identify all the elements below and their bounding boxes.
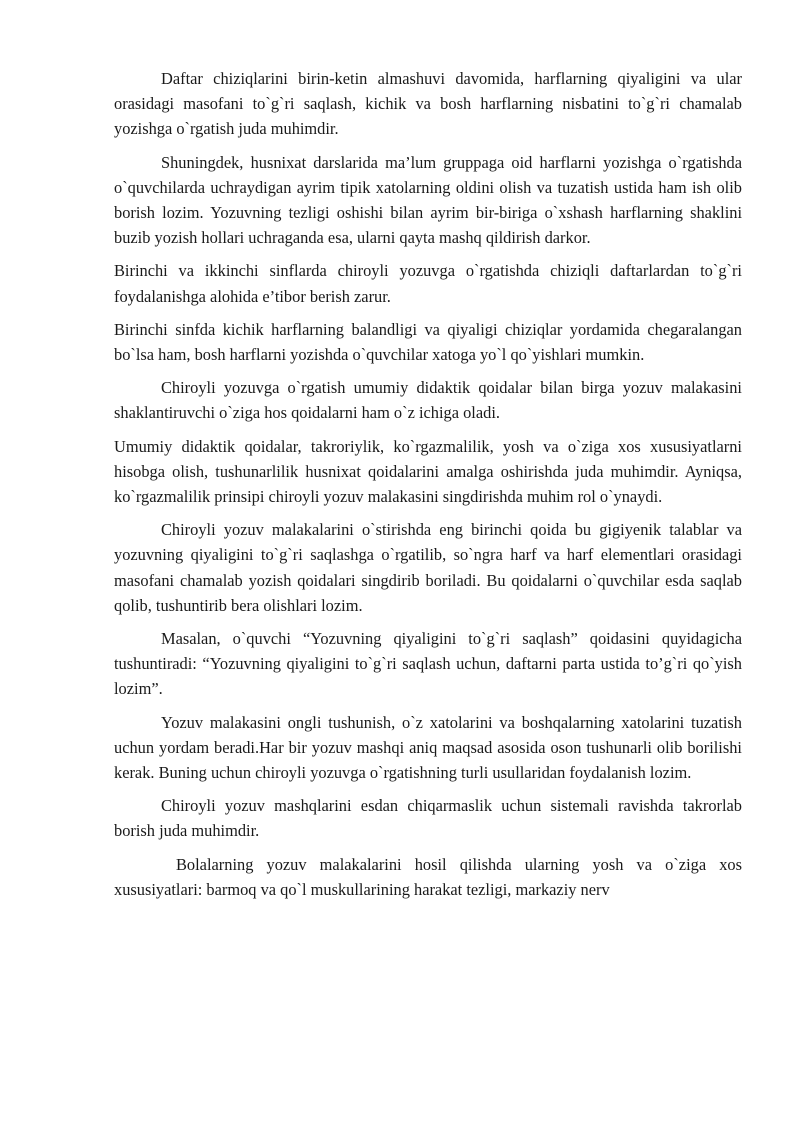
paragraph-3: Birinchi va ikkinchi sinflarda chiroyli yozuvga o`rgatishda chiziqli daftarlardan to`g`ri foydalanishga alohida e’tibor berish zarur. — [114, 261, 742, 306]
paragraph-8: Masalan, o`quvchi “Yozuvning qiyaligini to`g`ri saqlash” qoidasini quyidagicha tushuntiradi: “Yozuvning qiyaligini to`g`ri saqlash uchun, daftarni parta ustida to’g`ri qo`yish lozim”. — [114, 629, 742, 699]
document-page — [114, 66, 742, 910]
paragraph-11: Bolalarning yozuv malakalarini hosil qilishda ularning yosh va o`ziga xos xususiyatlari: barmoq va qo`l muskullarining harakat tezligi, markaziy nerv — [114, 854, 742, 899]
paragraph-2: Shuningdek, husnixat darslarida ma’lum gruppaga oid harflarni yozishga o`rgatishda o`quvchilarda uchraydigan ayrim tipik xatolarning oldini olish va tuzatish ustida ham ish olib borish lozim. Yozuvning tezligi oshishi bilan ayrim bir-biriga o`xshash harflarning shaklini buzib yozish hollari uchraganda esa, ularni qayta mashq qildirish darkor. — [114, 152, 742, 248]
paragraph-4: Birinchi sinfda kichik harflarning balandligi va qiyaligi chiziqlar yordamida chegaralangan bo`lsa ham, bosh harflarni yozishda o`quvchilar xatoga yo`l qo`yishlari mumkin. — [114, 319, 742, 365]
paragraph-5: Chiroyli yozuvga o`rgatish umumiy didaktik qoidalar bilan birga yozuv malakasini shaklantiruvchi o`ziga hos qoidalarni ham o`z ichiga oladi. — [114, 378, 742, 423]
paragraph-1: Daftar chiziqlarini birin-ketin almashuvi davomida, harflarning qiyaligini va ular orasidagi masofani to`g`ri saqlash, kichik va bosh harflarning nisbatini to`g`ri chamalab yozishga o`rgatish juda muhimdir. — [114, 69, 742, 139]
paragraph-9: Yozuv malakasini ongli tushunish, o`z xatolarini va boshqalarning xatolarini tuzatish uchun yordam beradi.Har bir yozuv mashqi aniq maqsad asosida oson tushunarli olib borilishi kerak. Buning uchun chiroyli yozuvga o`rgatishning turli usullaridan foydalanish lozim. — [114, 712, 742, 783]
paragraph-10: Chiroyli yozuv mashqlarini esdan chiqarmaslik uchun sistemali ravishda takrorlab borish juda muhimdir. — [114, 796, 742, 841]
paragraph-6: Umumiy didaktik qoidalar, takroriylik, ko`rgazmalilik, yosh va o`ziga xos xususiyatlarni hisobga olish, tushunarlilik husnixat qoidalarini amalga oshirishda juda muhimdir. Ayniqsa, ko`rgazmalilik prinsipi chiroyli yozuv malakasini singdirishda muhim rol o`ynaydi. — [114, 436, 742, 507]
paragraph-7: Chiroyli yozuv malakalarini o`stirishda eng birinchi qoida bu gigiyenik talablar va yozuvning qiyaligini to`g`ri saqlashga o`rgatilib, so`ngra harf va harf elementlari orasidagi masofani chamalab yozish qoidalari singdirib boriladi. Bu qoidalarni o`quvchilar esda saqlab qolib, tushuntirib bera olishlari lozim. — [114, 520, 742, 615]
